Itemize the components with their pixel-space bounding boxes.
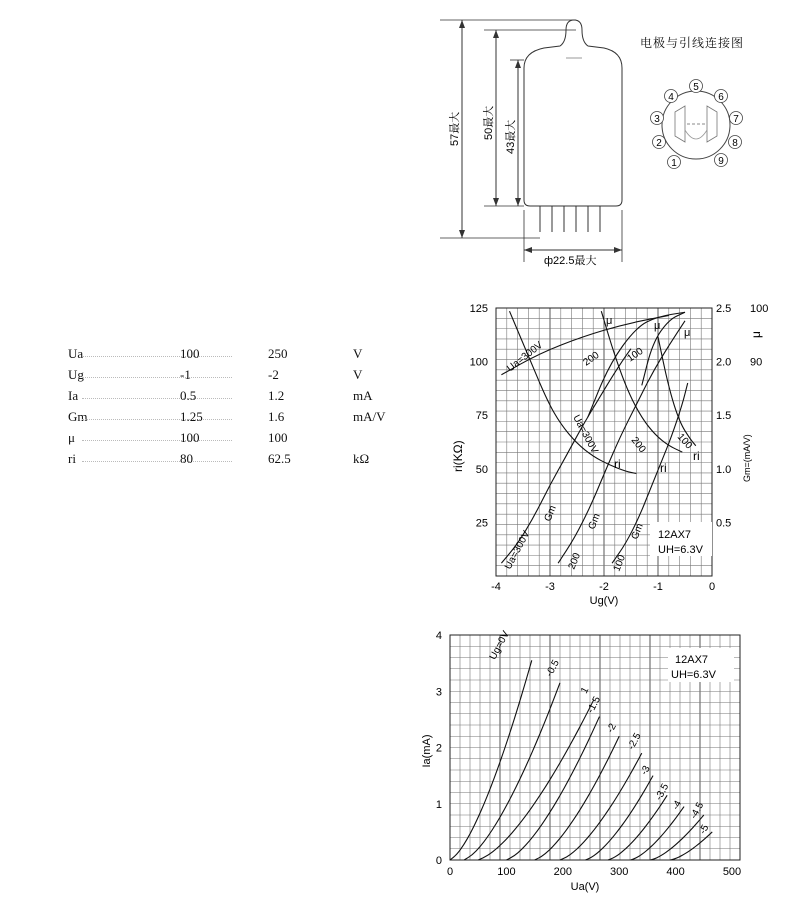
- gm-symbol-1: Gm: [542, 504, 559, 524]
- gm-label-200: 200: [566, 551, 584, 572]
- plate-curve--3.5: [608, 795, 667, 860]
- x-tick: 0: [446, 866, 454, 878]
- plate-curve--2: [535, 736, 620, 860]
- dim-diameter-label: ф22.5最大: [544, 255, 597, 267]
- spec-v2: -2: [268, 367, 279, 382]
- dim-50-label: 50最大: [483, 105, 495, 140]
- spec-v2: 100: [268, 430, 288, 445]
- pin-label: 6: [718, 92, 724, 103]
- x-tick: 0: [708, 581, 716, 593]
- ri-symbol-2: ri: [660, 461, 667, 475]
- plate-curve-label: -2.5: [625, 731, 644, 752]
- ri-axis-label: ri(KΩ): [451, 440, 465, 472]
- chart2-model: 12AX7: [675, 654, 709, 666]
- mu-symbol-1: μ: [606, 315, 613, 327]
- spec-unit: V: [353, 367, 363, 382]
- ri-label-200: 200: [628, 435, 648, 455]
- pin-label: 1: [671, 158, 677, 169]
- plate-curve--4: [630, 807, 684, 860]
- gm-tick: 1.0: [716, 463, 732, 476]
- x-tick: 100: [497, 866, 516, 878]
- spec-v2: 1.2: [268, 388, 285, 403]
- x-tick: -2: [599, 581, 609, 593]
- mu-tick: 90: [750, 356, 763, 369]
- plate-curve-1: [478, 700, 594, 860]
- x-tick: -1: [653, 581, 663, 593]
- spec-label: Ug: [68, 367, 84, 382]
- ri-tick: 25: [475, 517, 488, 530]
- y-tick: 0: [435, 855, 442, 867]
- mu-tick: 100: [750, 303, 769, 315]
- y-tick: 4: [435, 630, 442, 642]
- x-axis-label: Ug(V): [589, 595, 619, 607]
- x-tick: -4: [491, 581, 501, 593]
- spec-label: Gm: [68, 409, 88, 424]
- spec-v1: 100: [180, 346, 200, 361]
- spec-unit: mA/V: [353, 409, 386, 424]
- plate-curve--1.5: [506, 717, 599, 860]
- y-axis-label: Ia(mA): [421, 734, 433, 768]
- mu-label-200: 200: [581, 349, 602, 369]
- mu-curve-100: [642, 312, 685, 385]
- plate-curve-label: -5: [697, 823, 712, 837]
- dim-43-label: 43最大: [505, 119, 517, 154]
- spec-label: μ: [68, 430, 75, 445]
- plate-curve-label: -3.5: [653, 781, 672, 803]
- plate-curve-label: -2: [605, 721, 619, 735]
- mu-symbol-3: μ: [684, 327, 691, 339]
- pin-label: 8: [732, 138, 738, 149]
- y-tick: 2: [435, 742, 442, 755]
- chart1-model: 12AX7: [658, 529, 692, 541]
- spec-label: ri: [68, 451, 76, 466]
- gm-tick: 2.0: [716, 356, 732, 369]
- spec-v2: 250: [268, 346, 288, 361]
- ri-symbol-3: ri: [693, 449, 700, 463]
- x-tick: 300: [610, 866, 629, 878]
- pin-label: 7: [733, 114, 739, 125]
- x-tick: 400: [666, 866, 685, 878]
- spec-unit: mA: [353, 388, 373, 403]
- y-tick: 1: [435, 798, 442, 811]
- pin-label: 2: [656, 138, 662, 149]
- gm-label-300: Ua=300V: [502, 529, 533, 572]
- spec-v1: 1.25: [180, 409, 203, 424]
- mu-label-100: 100: [625, 345, 646, 365]
- spec-unit: V: [353, 346, 363, 361]
- gm-tick: 2.5: [716, 303, 732, 315]
- gm-label-100: 100: [611, 553, 629, 574]
- pin-label: 4: [668, 92, 674, 103]
- spec-unit: kΩ: [353, 451, 370, 466]
- ri-tick: 125: [469, 303, 488, 315]
- x-tick: 500: [722, 866, 742, 878]
- plate-curve-label: -0.5: [544, 658, 562, 679]
- plate-curve-label: Ug=0V: [487, 629, 512, 662]
- x-axis-label: Ua(V): [570, 881, 600, 893]
- plate-curve-label: 1: [579, 685, 592, 696]
- mu-label-300: Ua=300V: [505, 339, 545, 375]
- spec-v1: -1: [180, 367, 191, 382]
- spec-v1: 80: [180, 451, 193, 466]
- pin-label: 9: [718, 156, 724, 167]
- gm-symbol-3: Gm: [629, 522, 646, 542]
- spec-v1: 100: [180, 430, 200, 445]
- ri-label-100: 100: [674, 431, 695, 452]
- ri-tick: 50: [475, 463, 488, 476]
- ri-tick: 100: [469, 356, 488, 369]
- gm-tick: 1.5: [716, 410, 732, 423]
- spec-label: Ua: [68, 346, 84, 361]
- pin-label: 5: [693, 82, 699, 93]
- dim-57-label: 57最大: [449, 111, 461, 146]
- plate-curve--3: [585, 776, 653, 860]
- pinout-title: 电极与引线连接图: [640, 36, 745, 50]
- ri-tick: 75: [475, 410, 488, 423]
- y-tick: 3: [435, 686, 442, 699]
- ri-label-300: Ua=300V: [570, 413, 600, 456]
- gm-axis-label: Gm=(mA/V): [742, 434, 752, 482]
- spec-v2: 1.6: [268, 409, 285, 424]
- plate-curve-label: -4: [670, 798, 685, 812]
- plate-curve--2.5: [560, 753, 642, 860]
- plate-curve-label: -1.5: [585, 694, 604, 716]
- x-tick: 200: [553, 866, 572, 878]
- ri-symbol-1: ri: [614, 457, 621, 471]
- mu-axis-label: μ: [749, 331, 763, 338]
- ri-curve-200: [601, 311, 682, 452]
- mu-symbol-2: μ: [654, 320, 661, 332]
- pin-label: 3: [654, 114, 660, 125]
- plate-curve-Ug=0V: [450, 660, 532, 860]
- chart2-heater: UH=6.3V: [671, 669, 716, 681]
- spec-v1: 0.5: [180, 388, 197, 403]
- spec-label: Ia: [68, 388, 79, 403]
- plate-curve-label: -4.5: [688, 800, 707, 821]
- gm-tick: 0.5: [716, 517, 732, 530]
- spec-v2: 62.5: [268, 451, 291, 466]
- plate-curve-label: -3: [638, 764, 653, 778]
- x-tick: -3: [545, 581, 555, 593]
- chart1-heater: UH=6.3V: [658, 544, 703, 556]
- gm-symbol-2: Gm: [586, 512, 603, 532]
